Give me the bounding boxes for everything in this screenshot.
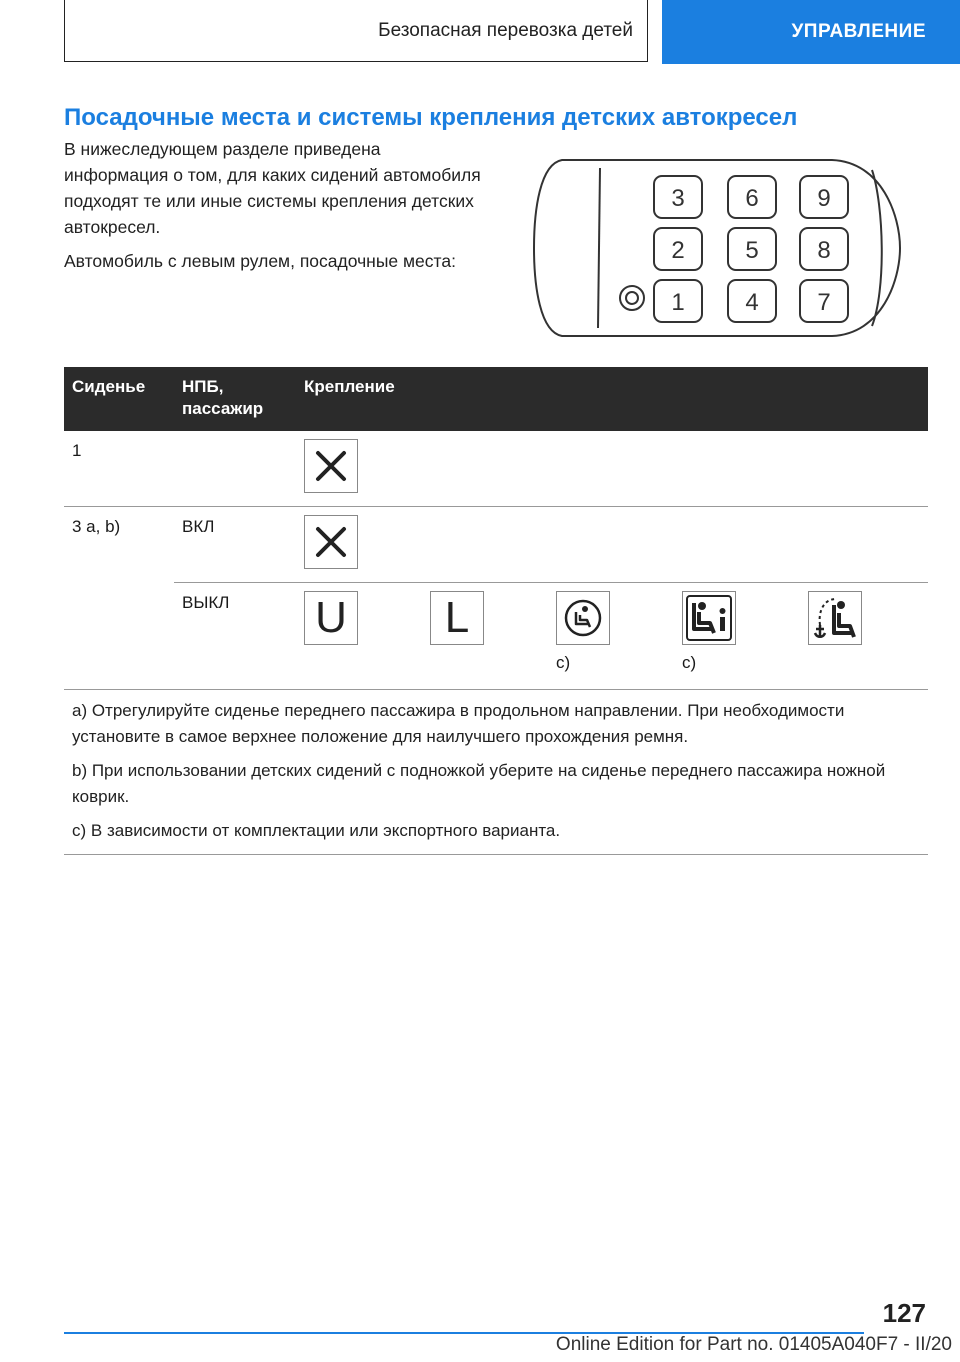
header-section	[64, 0, 648, 62]
table-footnotes	[64, 689, 928, 855]
intro-paragraph-2: Автомобиль с левым рулем, посадочные места:	[64, 251, 456, 271]
svg-text:2: 2	[671, 237, 685, 264]
fixing-icons-row	[304, 591, 920, 673]
seat-layout-diagram	[532, 156, 904, 340]
universal-u-icon: U	[304, 591, 358, 645]
column-header-seat: Сиденье	[64, 367, 174, 431]
cell-fixing	[296, 582, 928, 688]
top-tether-anchor-icon	[808, 591, 862, 645]
i-size-icon	[556, 591, 610, 645]
svg-text:9: 9	[817, 185, 831, 212]
seat-1	[654, 280, 702, 322]
svg-text:5: 5	[745, 237, 759, 264]
car-outline-icon	[534, 160, 900, 336]
cell-fixing	[296, 506, 928, 582]
footnote-b: b) При использовании детских сидений с подножкой уберите на сиденье переднего пассажира ножной коврик.	[72, 761, 886, 806]
column-header-fixing: Крепление	[296, 367, 928, 431]
not-suitable-icon	[304, 515, 358, 569]
svg-text:3: 3	[671, 185, 685, 212]
seat-5	[728, 228, 776, 270]
seat-7	[800, 280, 848, 322]
cell-airbag: ВКЛ	[174, 506, 296, 582]
seat-4	[728, 280, 776, 322]
intro-paragraph-1: В нижеследующем разделе приведена информация о том, для каких сидений автомобиля подходят те или иные системы крепления детских автокресел.	[64, 139, 481, 237]
table-header-row	[64, 367, 928, 431]
seat-grid	[654, 176, 848, 322]
page-title: Посадочные места и системы крепления детских автокресел	[64, 104, 798, 131]
page-number: 127	[882, 1298, 926, 1328]
cell-airbag	[174, 431, 296, 506]
svg-text:6: 6	[745, 185, 759, 212]
seat-9	[800, 176, 848, 218]
isofix-seat-icon	[682, 591, 736, 645]
footnote-c-label: c)	[556, 652, 571, 672]
cell-seat: 1	[72, 441, 82, 460]
not-suitable-icon	[304, 439, 358, 493]
header-chapter-tab[interactable]	[662, 0, 960, 64]
seat-8	[800, 228, 848, 270]
table-row	[64, 582, 928, 688]
footnote-c: c) В зависимости от комплектации или экспортного варианта.	[72, 821, 561, 840]
cell-seat: 3 a, b)	[64, 506, 174, 688]
limited-l-icon: L	[430, 591, 484, 645]
column-header-airbag: НПБ, пассажир	[174, 367, 296, 431]
footnote-c-label: c)	[682, 652, 697, 672]
svg-text:8: 8	[817, 237, 831, 264]
header-section-label: Безопасная перевозка детей	[378, 19, 633, 41]
seat-3	[654, 176, 702, 218]
svg-text:7: 7	[817, 289, 831, 316]
header-chapter-label: УПРАВЛЕНИЕ	[791, 21, 926, 42]
cell-fixing	[296, 431, 928, 506]
steering-wheel-icon	[620, 286, 644, 310]
svg-text:1: 1	[671, 289, 685, 316]
seat-2	[654, 228, 702, 270]
seat-6	[728, 176, 776, 218]
footnote-a: a) Отрегулируйте сиденье переднего пассажира в продольном направлении. При необходимости установите в самое верхнее положение для наилучшего прохождения ремня.	[72, 701, 845, 746]
seat-fixing-table	[64, 367, 928, 688]
table-row	[64, 506, 928, 582]
footer-edition-text: Online Edition for Part no. 01405A040F7 - II/20	[555, 1334, 952, 1355]
svg-text:4: 4	[745, 289, 759, 316]
table-row	[64, 431, 928, 506]
intro-text	[64, 136, 484, 282]
cell-airbag: ВЫКЛ	[182, 592, 230, 612]
